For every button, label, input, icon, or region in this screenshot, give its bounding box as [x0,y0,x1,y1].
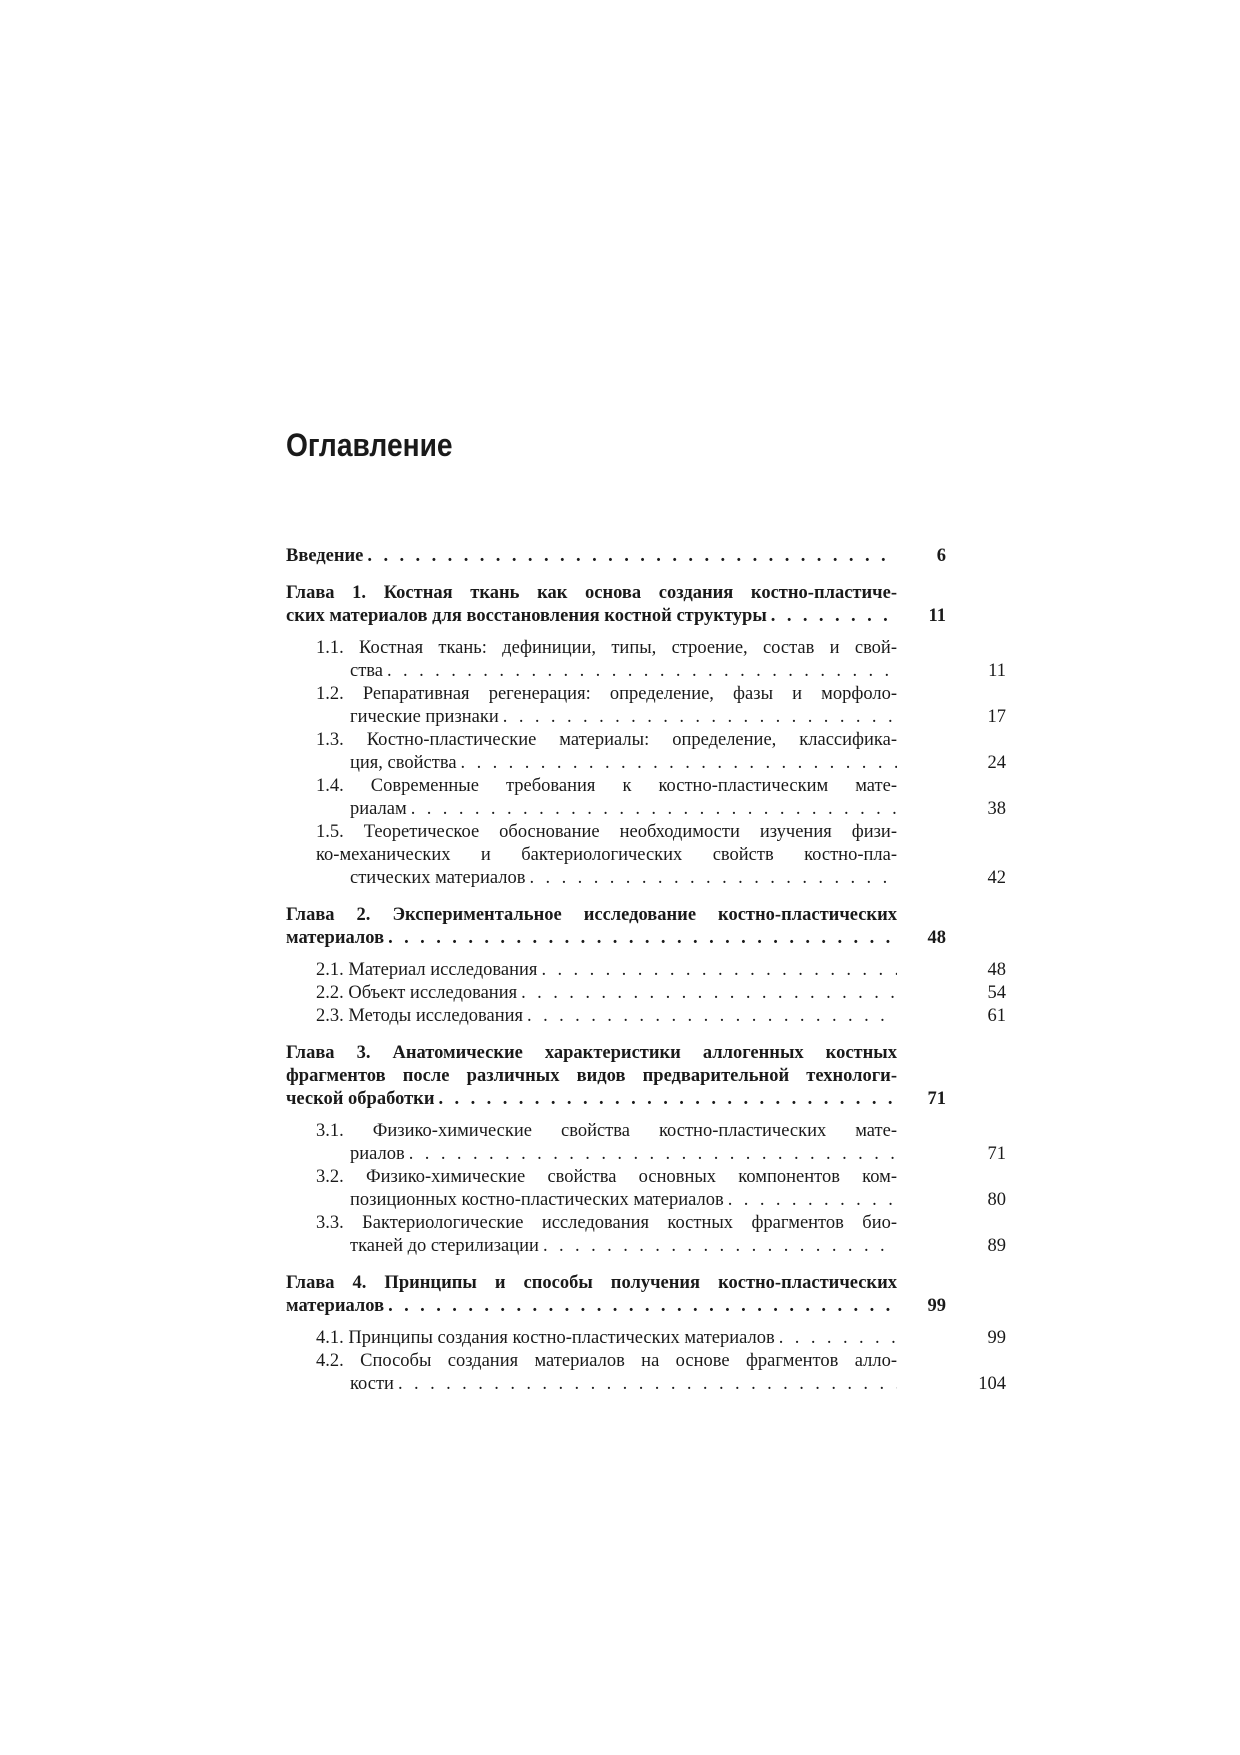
dot-leader [398,1373,897,1396]
dot-leader [503,706,897,729]
toc-entry-line: Глава 3. Анатомические характеристики аллогенных костных [286,1043,897,1063]
dot-leader [779,1327,897,1350]
toc-entry-chapter-4[interactable] [286,1272,946,1318]
toc-entry-text: Введение [286,546,364,566]
dot-leader [387,660,897,683]
page-title: Оглавление [286,427,453,463]
toc-entry-line: 3.1. Физико-химические свойства костно-пластических мате- [316,1121,897,1141]
toc-entry-text: ческой обработки [286,1089,435,1109]
dot-leader [439,1088,898,1111]
toc-entry-text: 2.3. Методы исследования [316,1006,524,1026]
dot-leader [541,959,897,982]
page-number: 80 [987,1190,1006,1210]
page-number: 17 [987,707,1006,727]
dot-leader [461,752,897,775]
dot-leader [543,1235,897,1258]
toc-entry-line: 4.2. Способы создания материалов на основе фрагментов алло- [316,1351,897,1371]
page-number: 48 [987,960,1006,980]
toc-entry-text: позиционных костно-пластических материалов [350,1190,724,1210]
toc-entry-text: стических материалов [350,868,526,888]
toc-entry-section-2-1[interactable] [286,959,1006,982]
page-number: 54 [987,983,1006,1003]
page-number: 11 [988,661,1006,681]
toc-entry-line: фрагментов после различных видов предварительной технологи- [286,1066,897,1086]
dot-leader [411,798,897,821]
toc-entry-chapter-1[interactable] [286,582,946,628]
toc-entry-text: тканей до стерилизации [350,1236,539,1256]
toc-entry-section-1-2[interactable] [286,683,1006,729]
dot-leader [521,982,897,1005]
page-number: 61 [987,1006,1006,1026]
toc-entry-line: 1.4. Современные требования к костно-пластическим мате- [316,776,897,796]
toc-entry-section-1-5[interactable] [286,821,1006,890]
toc-entry-text: гические признаки [350,707,499,727]
page-number: 71 [927,1089,946,1109]
toc-entry-intro[interactable] [286,545,946,568]
page-number: 89 [987,1236,1006,1256]
page-number: 99 [987,1328,1006,1348]
toc-entry-text: риалов [350,1144,405,1164]
toc-entry-text: ства [350,661,383,681]
page-number: 11 [928,606,946,626]
toc-entry-section-3-3[interactable] [286,1212,1006,1258]
toc-entry-section-3-2[interactable] [286,1166,1006,1212]
dot-leader [367,545,897,568]
toc-entry-text: риалам [350,799,407,819]
dot-leader [771,605,897,628]
toc-entry-line: 1.3. Костно-пластические материалы: определение, классифика- [316,730,897,750]
toc-entry-line: 3.2. Физико-химические свойства основных компонентов ком- [316,1167,897,1187]
toc-entry-line: 1.2. Репаративная регенерация: определение, фазы и морфоло- [316,684,897,704]
dot-leader [530,867,898,890]
toc-entry-chapter-2[interactable] [286,904,946,950]
dot-leader [728,1189,897,1212]
toc-entry-section-2-2[interactable] [286,982,1006,1005]
toc-entry-line: 3.3. Бактериологические исследования костных фрагментов био- [316,1213,897,1233]
toc-entry-text: 4.1. Принципы создания костно-пластических материалов [316,1328,775,1348]
page-number: 48 [927,928,946,948]
toc-entry-line: 1.1. Костная ткань: дефиниции, типы, строение, состав и свой- [316,638,897,658]
toc-entry-section-4-1[interactable] [286,1327,1006,1350]
toc-entry-section-1-3[interactable] [286,729,1006,775]
toc-entry-section-1-1[interactable] [286,637,1006,683]
toc-entry-line: Глава 4. Принципы и способы получения костно-пластических [286,1273,897,1293]
toc-entry-text: 2.1. Материал исследования [316,960,538,980]
table-of-contents [286,545,1006,1396]
page-number: 38 [987,799,1006,819]
toc-entry-text: 2.2. Объект исследования [316,983,518,1003]
toc-entry-line: 1.5. Теоретическое обоснование необходимости изучения физи- [316,822,897,842]
dot-leader [409,1143,897,1166]
toc-entry-text: материалов [286,928,385,948]
toc-entry-chapter-3[interactable] [286,1042,946,1111]
page-number: 104 [978,1374,1006,1394]
toc-entry-section-3-1[interactable] [286,1120,1006,1166]
dot-leader [388,1295,897,1318]
toc-entry-text: ция, свойства [350,753,457,773]
toc-entry-text: материалов [286,1296,385,1316]
page-number: 99 [927,1296,946,1316]
toc-entry-section-2-3[interactable] [286,1005,1006,1028]
dot-leader [388,927,897,950]
toc-entry-line: Глава 1. Костная ткань как основа создания костно-пластиче- [286,583,897,603]
dot-leader [527,1005,897,1028]
toc-entry-line: ко-механических и бактериологических свойств костно-пла- [316,845,897,865]
toc-entry-section-4-2[interactable] [286,1350,1006,1396]
page-number: 24 [987,753,1006,773]
page-number: 42 [987,868,1006,888]
page-number: 71 [987,1144,1006,1164]
toc-entry-line: Глава 2. Экспериментальное исследование костно-пластических [286,905,897,925]
toc-entry-text: ских материалов для восстановления костной структуры [286,606,767,626]
toc-entry-text: кости [350,1374,394,1394]
toc-entry-section-1-4[interactable] [286,775,1006,821]
page-number: 6 [936,546,946,566]
